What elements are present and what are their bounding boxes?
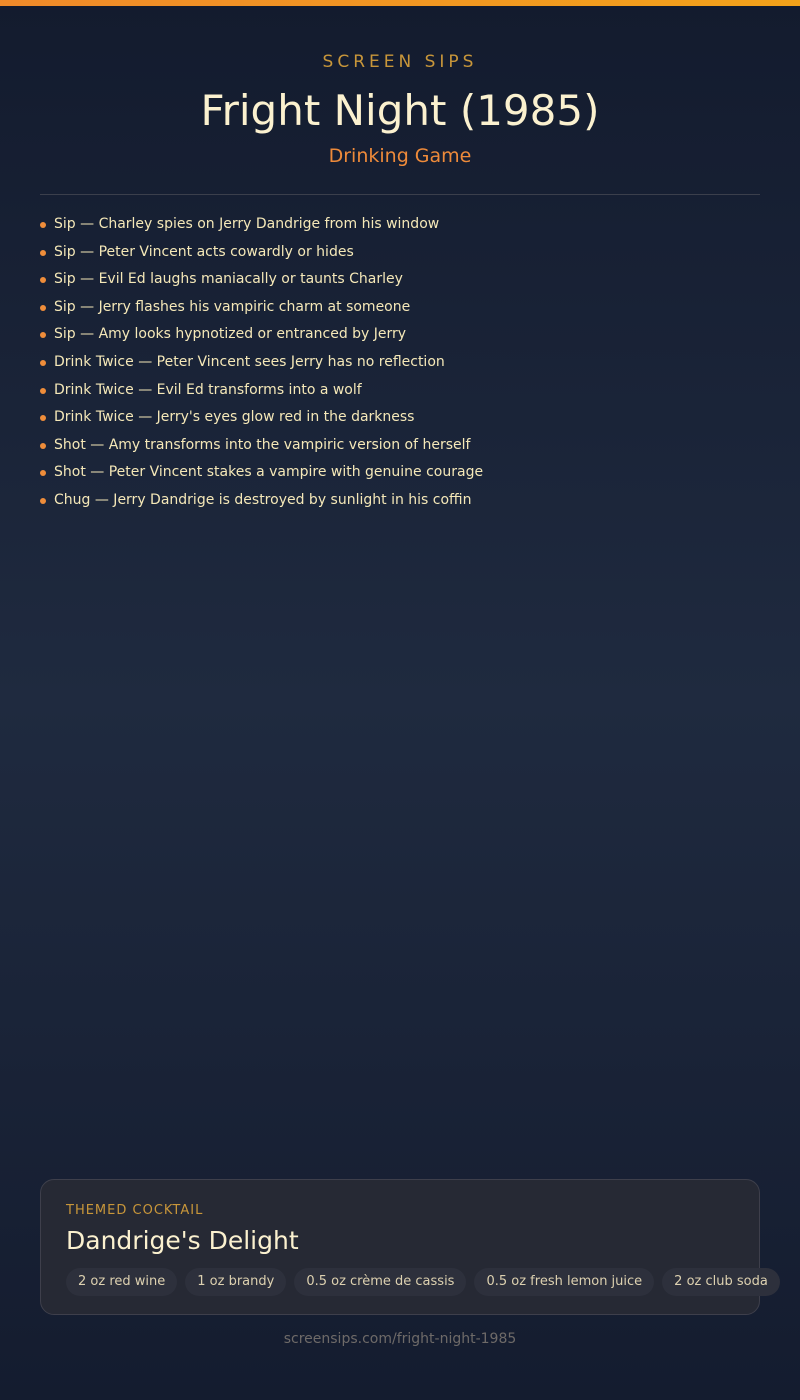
ingredient-chip: 2 oz club soda xyxy=(662,1268,780,1296)
bullet-icon xyxy=(40,388,46,394)
rule-text: Shot — Peter Vincent stakes a vampire with genuine courage xyxy=(54,464,484,481)
cocktail-name: Dandrige's Delight xyxy=(66,1226,299,1255)
rule-item xyxy=(40,404,760,432)
ingredient-list xyxy=(66,1268,780,1296)
rules-list xyxy=(40,211,760,515)
page-title: Fright Night (1985) xyxy=(200,86,600,135)
ingredient-chip: 0.5 oz crème de cassis xyxy=(294,1268,466,1296)
bullet-icon xyxy=(40,415,46,421)
rule-item xyxy=(40,321,760,349)
rule-text: Sip — Jerry flashes his vampiric charm at someone xyxy=(54,298,411,315)
ingredient-chip: 0.5 oz fresh lemon juice xyxy=(474,1268,654,1296)
rule-item xyxy=(40,294,760,322)
bullet-icon xyxy=(40,222,46,228)
rule-text: Drink Twice — Evil Ed transforms into a wolf xyxy=(54,381,362,398)
top-accent-bar xyxy=(0,0,800,6)
rule-text: Drink Twice — Jerry's eyes glow red in the darkness xyxy=(54,409,415,426)
rule-item xyxy=(40,487,760,515)
rule-text: Drink Twice — Peter Vincent sees Jerry has no reflection xyxy=(54,353,445,370)
bullet-icon xyxy=(40,305,46,311)
bullet-icon xyxy=(40,277,46,283)
bullet-icon xyxy=(40,498,46,504)
rule-item xyxy=(40,377,760,405)
rule-text: Shot — Amy transforms into the vampiric version of herself xyxy=(54,436,471,453)
rule-text: Sip — Amy looks hypnotized or entranced by Jerry xyxy=(54,326,407,343)
rule-item xyxy=(40,211,760,239)
cocktail-card xyxy=(40,1179,768,1315)
bullet-icon xyxy=(40,470,46,476)
brand-label: SCREEN SIPS xyxy=(322,52,478,72)
header-divider xyxy=(40,194,760,195)
cocktail-section-label: THEMED COCKTAIL xyxy=(66,1203,204,1218)
ingredient-chip: 1 oz brandy xyxy=(185,1268,286,1296)
rule-text: Sip — Peter Vincent acts cowardly or hides xyxy=(54,243,354,260)
page-subtitle: Drinking Game xyxy=(328,145,472,167)
ingredient-chip: 2 oz red wine xyxy=(66,1268,177,1296)
bullet-icon xyxy=(40,250,46,256)
rule-text: Chug — Jerry Dandrige is destroyed by sunlight in his coffin xyxy=(54,491,472,508)
bullet-icon xyxy=(40,360,46,366)
bullet-icon xyxy=(40,332,46,338)
rule-text: Sip — Evil Ed laughs maniacally or taunts Charley xyxy=(54,271,403,288)
rule-item xyxy=(40,459,760,487)
footer-url[interactable]: screensips.com/fright-night-1985 xyxy=(283,1331,517,1347)
rule-text: Sip — Charley spies on Jerry Dandrige from his window xyxy=(54,216,440,232)
rule-item xyxy=(40,432,760,460)
rule-item xyxy=(40,239,760,267)
rule-item xyxy=(40,266,760,294)
rule-item xyxy=(40,349,760,377)
bullet-icon xyxy=(40,443,46,449)
